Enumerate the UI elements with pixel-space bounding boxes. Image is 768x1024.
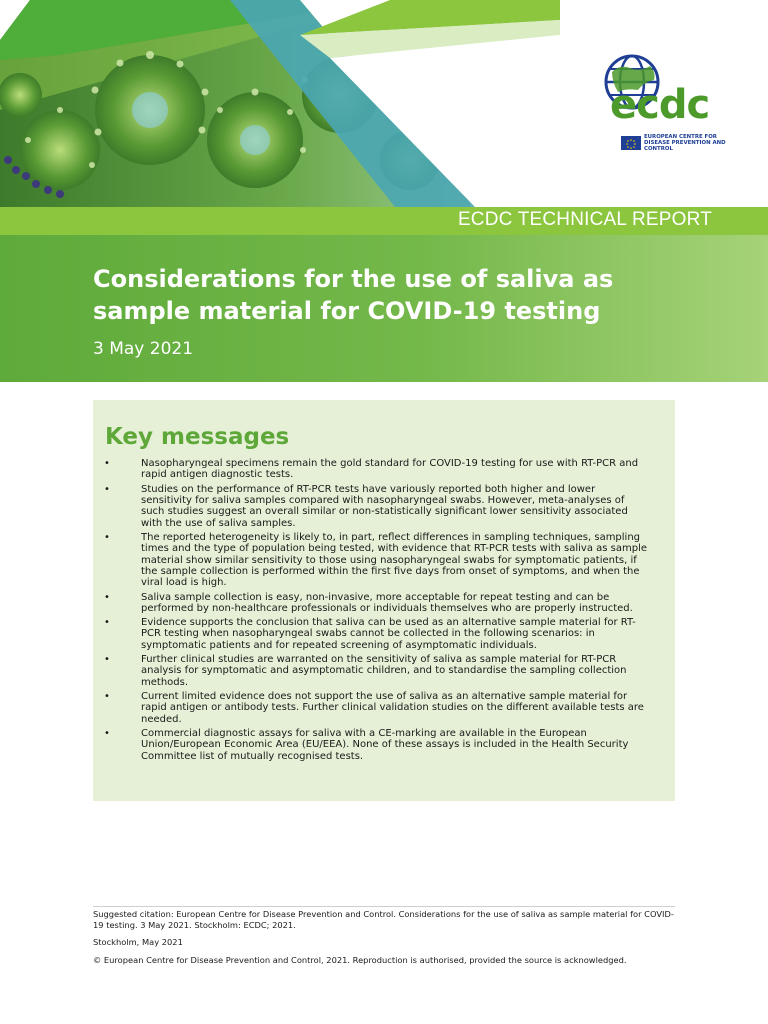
- title-band: [0, 235, 768, 382]
- key-message-item: • The reported heterogeneity is likely to, in part, reflect differences in sampling techniques, sampling times and the type of population being tested, with evidence that RT-PCR tests with saliva as sample material show similar sensitivity to those using nasopharyngeal swabs for symptomatic patients, if the sample collection is performed within the first five days from onset of symptoms, and when the viral load is high.: [93, 532, 675, 589]
- key-messages-box: [93, 400, 675, 801]
- eu-flag-icon: [621, 136, 641, 150]
- copyright-notice: © European Centre for Disease Prevention and Control, 2021. Reproduction is authorised, provided the source is acknowledged.: [93, 954, 627, 965]
- place-date: Stockholm, May 2021: [93, 937, 183, 947]
- key-message-item: • Saliva sample collection is easy, non-invasive, more acceptable for repeat testing and can be performed by non-healthcare professionals or individuals themselves who are properly instructed.: [93, 592, 675, 615]
- document-date: 3 May 2021: [93, 339, 194, 359]
- cover-hero: [0, 0, 768, 207]
- report-type-label: ECDC TECHNICAL REPORT: [457, 209, 712, 230]
- footer: [93, 906, 675, 972]
- ecdc-org-name: EUROPEAN CENTRE FOR DISEASE PREVENTION AND CONTROL: [644, 134, 726, 152]
- suggested-citation: Suggested citation: European Centre for Disease Prevention and Control. Considerations for the use of saliva as sample material for COVID-19 testing. 3 May 2021. Stockholm: ECDC; 2021.: [93, 909, 674, 930]
- key-message-item: • Evidence supports the conclusion that saliva can be used as an alternative sample material for RT-PCR testing when nasopharyngeal swabs cannot be collected in the following scenarios: in symptomatic patients and for repeated screening of asymptomatic individuals.: [93, 617, 675, 651]
- document-title: Considerations for the use of saliva as sample material for COVID-19 testing: [93, 265, 614, 325]
- ecdc-wordmark: ecdc: [610, 82, 710, 128]
- key-message-item: • Commercial diagnostic assays for saliva with a CE-marking are available in the European Union/European Economic Area (EU/EEA). None of these assays is included in the Health Security Committee list of mutually recognised tests.: [93, 728, 675, 762]
- key-message-item: • Studies on the performance of RT-PCR tests have variously reported both higher and lower sensitivity for saliva samples compared with nasopharyngeal swabs. However, meta-analyses of such studies suggest an overall similar or non-statistically significant lower sensitivity associated with the use of saliva samples.: [93, 484, 675, 530]
- ecdc-logo: [592, 52, 740, 156]
- key-message-item: • Nasopharyngeal specimens remain the gold standard for COVID-19 testing for use with RT-PCR and rapid antigen diagnostic tests.: [93, 458, 675, 481]
- key-messages-heading: Key messages: [105, 424, 290, 450]
- key-message-item: • Further clinical studies are warranted on the sensitivity of saliva as sample material for RT-PCR analysis for symptomatic and asymptomatic children, and to standardise the sampling collection methods.: [93, 654, 675, 688]
- key-messages-list: [93, 458, 675, 765]
- key-message-item: • Current limited evidence does not support the use of saliva as an alternative sample material for rapid antigen or antibody tests. Further clinical validation studies on the different available tests are needed.: [93, 691, 675, 725]
- report-type-band: [0, 207, 768, 235]
